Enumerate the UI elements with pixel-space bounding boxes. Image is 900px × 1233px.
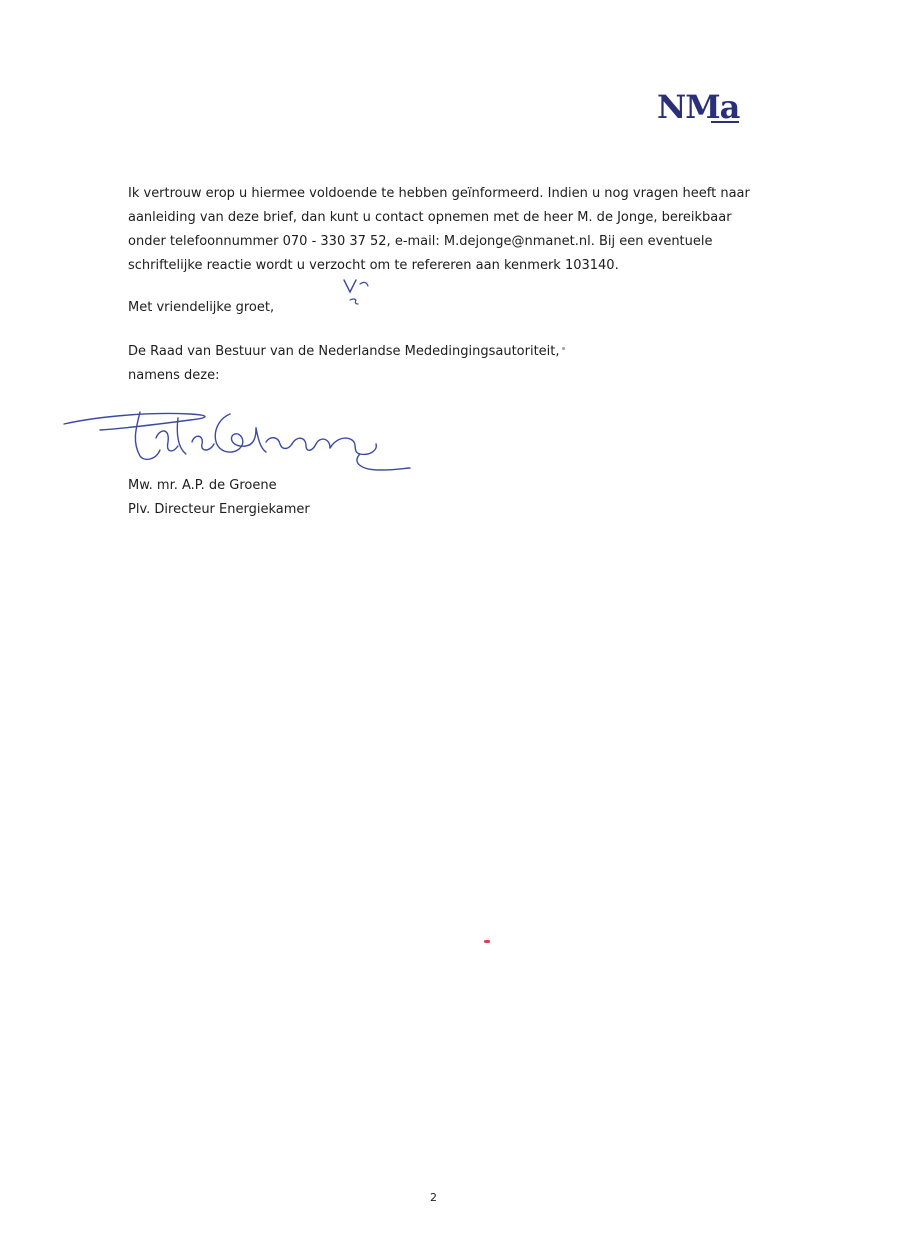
signatory-block bbox=[128, 474, 310, 522]
signatory-title: Plv. Directeur Energiekamer bbox=[128, 502, 310, 517]
sender-block bbox=[128, 340, 560, 388]
body-paragraph bbox=[128, 182, 750, 278]
handwritten-mark bbox=[338, 274, 378, 308]
paragraph-line: onder telefoonnummer 070 - 330 37 52, e-mail: M.dejonge@nmanet.nl. Bij een eventuele bbox=[128, 234, 713, 249]
paragraph-line: Ik vertrouw erop u hiermee voldoende te hebben geïnformeerd. Indien u nog vragen heeft naar bbox=[128, 186, 750, 201]
nma-logo-mark bbox=[655, 86, 745, 126]
page-number: 2 bbox=[430, 1191, 437, 1204]
signatory-name: Mw. mr. A.P. de Groene bbox=[128, 478, 277, 493]
sender-line: De Raad van Bestuur van de Nederlandse Mededingingsautoriteit, bbox=[128, 344, 560, 359]
sender-line: namens deze: bbox=[128, 368, 220, 383]
paragraph-line: aanleiding van deze brief, dan kunt u contact opnemen met de heer M. de Jonge, bereikbaar bbox=[128, 210, 732, 225]
red-speck bbox=[484, 940, 490, 943]
handwritten-signature bbox=[60, 398, 420, 482]
paragraph-line: schriftelijke reactie wordt u verzocht om te refereren aan kenmerk 103140. bbox=[128, 258, 619, 273]
speck bbox=[562, 347, 565, 350]
closing-salutation: Met vriendelijke groet, bbox=[128, 300, 275, 315]
nma-logo bbox=[655, 86, 745, 126]
svg-text:NMa: NMa bbox=[657, 88, 740, 126]
